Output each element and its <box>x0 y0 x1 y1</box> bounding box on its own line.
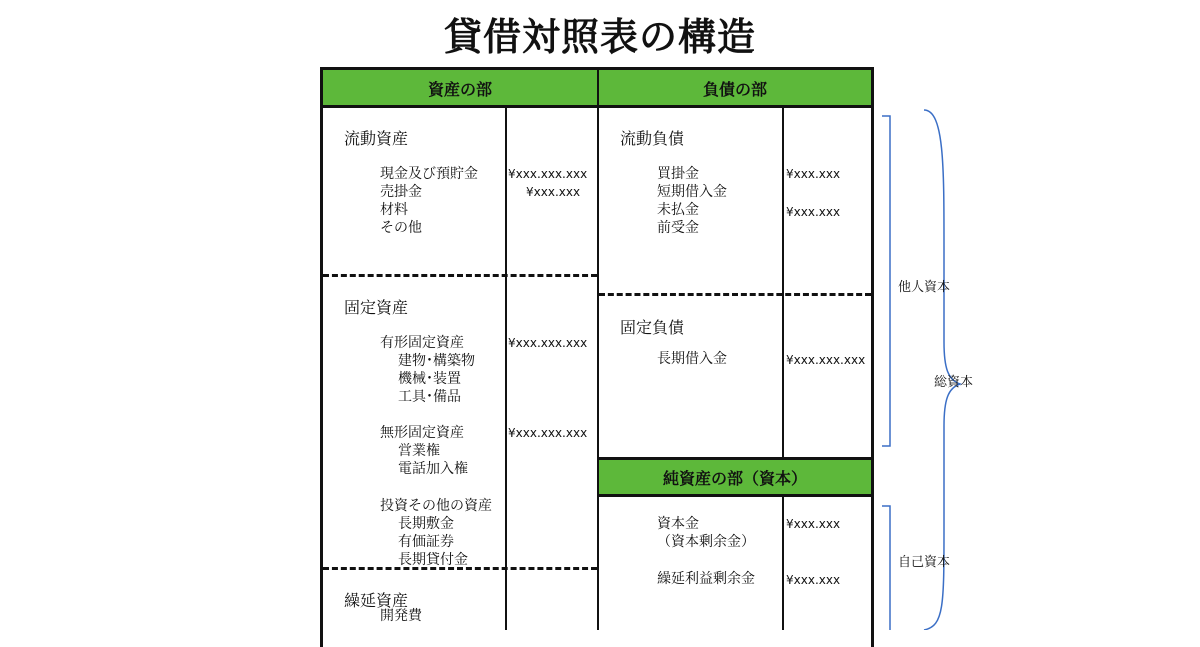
amount-value: ¥xxx.xxx <box>786 517 841 531</box>
amount-value: ¥xxx.xxx <box>786 205 841 219</box>
list-item: 売掛金 <box>380 184 422 200</box>
list-item: 前受金 <box>657 220 699 236</box>
current-assets-label: 流動資産 <box>344 129 409 148</box>
list-item: 長期敷金 <box>398 516 454 532</box>
list-item: 工具･備品 <box>398 389 461 405</box>
intangible-assets-list <box>398 442 468 478</box>
amount-value: ¥xxx.xxx.xxx <box>786 353 866 367</box>
assets-amount-divider <box>505 106 507 630</box>
tangible-assets-label: 有形固定資産 <box>380 335 464 351</box>
assets-header: 資産の部 <box>323 70 597 106</box>
amount-value: ¥xxx.xxx <box>786 167 841 181</box>
list-item: 現金及び預貯金 <box>380 166 478 182</box>
list-item: 短期借入金 <box>657 184 727 200</box>
current-liabilities-list <box>657 165 727 237</box>
assets-separator-1 <box>323 274 597 277</box>
retained-earnings-label: 繰延利益剰余金 <box>657 571 755 587</box>
investments-list <box>398 515 468 569</box>
list-item: 買掛金 <box>657 166 699 182</box>
list-item: 未払金 <box>657 202 699 218</box>
net-assets-bottom-line <box>599 494 871 497</box>
total-capital-label: 総資本 <box>934 375 974 390</box>
intangible-assets-label: 無形固定資産 <box>380 425 464 441</box>
list-item: 建物･構築物 <box>398 353 475 369</box>
amount-value: ¥xxx.xxx <box>526 185 581 199</box>
deferred-assets-label: 繰延資産 <box>344 591 409 610</box>
list-item: 営業権 <box>398 443 440 459</box>
fixed-liabilities-label: 固定負債 <box>620 318 685 337</box>
liabilities-separator <box>599 293 871 296</box>
list-item: 有価証券 <box>398 534 454 550</box>
liabilities-amount-divider <box>782 106 784 458</box>
amount-value: ¥xxx.xxx.xxx <box>508 167 588 181</box>
own-capital-label: 自己資本 <box>898 555 951 570</box>
capital-surplus-label: （資本剰余金） <box>657 534 755 550</box>
current-liabilities-label: 流動負債 <box>620 129 685 148</box>
fixed-assets-label: 固定資産 <box>344 298 409 317</box>
other-capital-bracket <box>882 116 890 446</box>
net-assets-header: 純資産の部（資本） <box>599 460 871 494</box>
list-item: 機械･装置 <box>398 371 461 387</box>
investments-label: 投資その他の資産 <box>380 498 492 514</box>
capital-label: 資本金 <box>657 516 699 532</box>
amount-value: ¥xxx.xxx.xxx <box>508 336 588 350</box>
liabilities-header: 負債の部 <box>599 70 871 106</box>
list-item: 長期借入金 <box>657 351 727 367</box>
amount-value: ¥xxx.xxx.xxx <box>508 426 588 440</box>
center-divider <box>597 70 599 630</box>
list-item: 開発費 <box>380 608 422 624</box>
net-assets-amount-divider <box>782 496 784 630</box>
list-item: 電話加入権 <box>398 461 468 477</box>
list-item: 長期貸付金 <box>398 552 468 568</box>
list-item: その他 <box>380 220 422 236</box>
page-title: 貸借対照表の構造 <box>443 15 756 59</box>
own-capital-bracket <box>882 506 890 630</box>
tangible-assets-list <box>398 352 475 406</box>
list-item: 材料 <box>380 202 408 218</box>
current-assets-list <box>380 165 478 237</box>
other-capital-label: 他人資本 <box>898 280 951 295</box>
amount-value: ¥xxx.xxx <box>786 573 841 587</box>
